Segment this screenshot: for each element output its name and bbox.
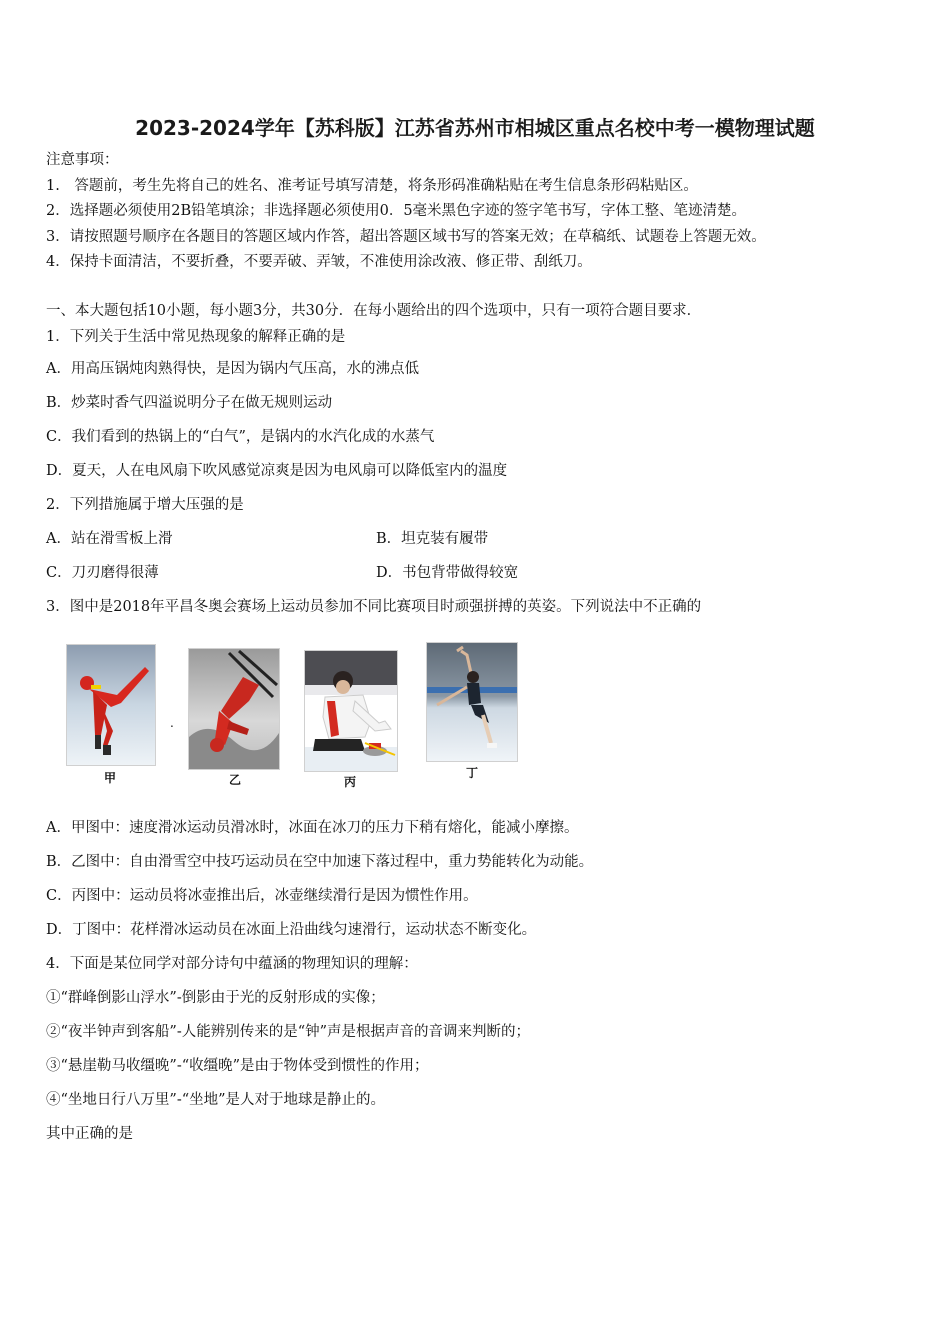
notice-item: 4．保持卡面清洁，不要折叠，不要弄破、弄皱，不准使用涂改液、修正带、刮纸刀。 [46, 254, 592, 270]
question-2-stem: 2．下列措施属于增大压强的是 [46, 497, 244, 513]
notice-item: 1. 答题前，考生先将自己的姓名、准考证号填写清楚，将条形码准确粘贴在考生信息条形码粘贴区。 [46, 178, 698, 194]
question-2-option-b: B．坦克装有履带 [376, 531, 489, 547]
question-1-stem: 1．下列关于生活中常见热现象的解释正确的是 [46, 329, 346, 345]
question-4-closing: 其中正确的是 [46, 1126, 133, 1142]
question-3-option-d: D．丁图中：花样滑冰运动员在冰面上沿曲线匀速滑行，运动状态不断变化。 [46, 922, 537, 938]
question-1-option-b: B．炒菜时香气四溢说明分子在做无规则运动 [46, 395, 333, 411]
aerial-skier-image [188, 648, 280, 770]
question-4-statement: ③“悬崖勒马收缰晚”-“收缰晚”是由于物体受到惯性的作用； [46, 1058, 429, 1074]
question-1-option-d: D．夏天，人在电风扇下吹风感觉凉爽是因为电风扇可以降低室内的温度 [46, 463, 508, 479]
notice-heading: 注意事项： [46, 152, 119, 168]
question-1-option-c: C．我们看到的热锅上的“白气”，是锅内的水汽化成的水蒸气 [46, 429, 435, 445]
question-3-stem: 3．图中是2018年平昌冬奥会赛场上运动员参加不同比赛项目时顽强拼搏的英姿。下列说法中不正确的 [46, 599, 702, 615]
question-2-option-a: A．站在滑雪板上滑 [46, 531, 173, 547]
notice-item: 2．选择题必须使用2B铅笔填涂；非选择题必须使用0．5毫米黑色字迹的签字笔书写，字体工整、笔迹清楚。 [46, 203, 747, 219]
page-title: 2023-2024学年【苏科版】江苏省苏州市相城区重点名校中考一模物理试题 [135, 116, 815, 140]
figure-label-ding: 丁 [465, 766, 478, 780]
question-1-option-a: A．用高压锅炖肉熟得快，是因为锅内气压高，水的沸点低 [46, 361, 419, 377]
question-3-option-b: B．乙图中：自由滑雪空中技巧运动员在空中加速下落过程中，重力势能转化为动能。 [46, 854, 594, 870]
figure-label-bing: 丙 [343, 775, 356, 789]
question-4-statement: ④“坐地日行八万里”-“坐地”是人对于地球是静止的。 [46, 1092, 386, 1108]
figure-label-yi: 乙 [228, 773, 241, 787]
figure-label-jia: 甲 [103, 771, 116, 785]
question-2-option-d: D．书包背带做得较宽 [376, 565, 519, 581]
curler-image [304, 650, 398, 772]
question-3-option-a: A．甲图中：速度滑冰运动员滑冰时，冰面在冰刀的压力下稍有熔化，能减小摩擦。 [46, 820, 579, 836]
question-4-statement: ②“夜半钟声到客船”-人能辨别传来的是“钟”声是根据声音的音调来判断的； [46, 1024, 531, 1040]
speed-skater-image [66, 644, 156, 766]
question-3-option-c: C．丙图中：运动员将冰壶推出后，冰壶继续滑行是因为惯性作用。 [46, 888, 478, 904]
question-4-statement: ①“群峰倒影山浮水”-倒影由于光的反射形成的实像； [46, 990, 385, 1006]
notice-item: 3．请按照题号顺序在各题目的答题区域内作答，超出答题区域书写的答案无效；在草稿纸、试题卷上答题无效。 [46, 229, 766, 245]
olympic-figures [60, 638, 530, 788]
figure-separator-dot: . [170, 716, 174, 730]
question-4-stem: 4．下面是某位同学对部分诗句中蕴涵的物理知识的理解： [46, 956, 418, 972]
section-heading: 一、本大题包括10小题，每小题3分，共30分．在每小题给出的四个选项中，只有一项符合题目要求． [46, 303, 702, 319]
figure-skater-image [426, 642, 518, 762]
question-2-option-c: C．刀刃磨得很薄 [46, 565, 159, 581]
